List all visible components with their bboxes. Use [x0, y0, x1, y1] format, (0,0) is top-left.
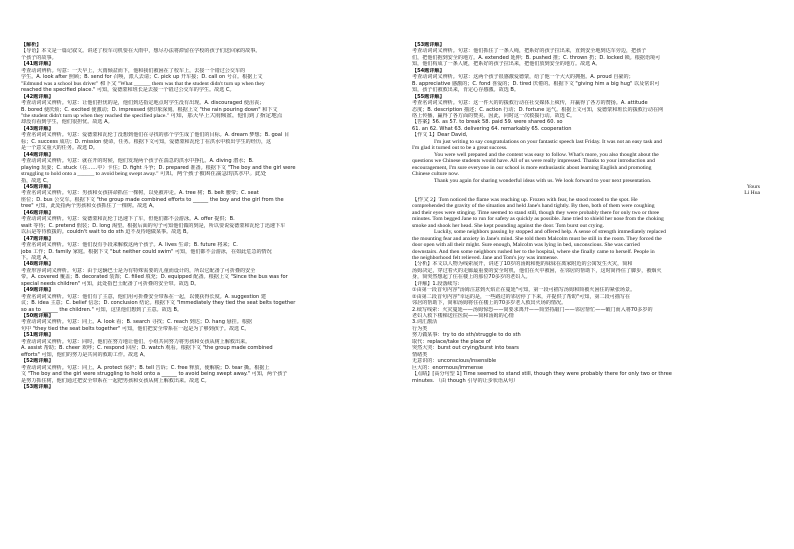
right-line: I'm just writing to say congratulations on your fantastic speech last Friday. It was not an easy task and: [434, 138, 662, 145]
right-line: Thank you again for sharing wonderful ideas with us. We look forward to your next presentation.: [434, 177, 652, 184]
left-line: playing 玩耍；C. stuck（在……中）卡住；D. fight 斗争；D. prepared 准备。根据下文 "The boy and the girl were: [21, 164, 296, 171]
left-line: 【导语】本文是一篇记叙文。讲述了校车司机要在大雨中，想尽办法将滞留在学校的孩子们送回家的故事。: [21, 48, 261, 55]
right-line: the mounting fear and anxiety in Jane's mind. She told them Malcolm must be still in the room. They forced the: [412, 235, 662, 242]
right-line: 身，简突然想起了住在楼上的那位70多岁的老妇人。: [412, 274, 531, 281]
right-line: 【作文 1】Dear David,: [412, 132, 468, 139]
right-line: ②由第二段首句内容"幸运的是，一些路过的邻居停了下来，并提供了帮助"可知，第二段可描写在: [412, 293, 631, 300]
right-line: 努力做某事：try to do sth/struggle to do sth: [412, 332, 521, 339]
left-line: 以后是等待救援的。couldn't wait to do sth 迫不及待地做某事。故选 B。: [21, 229, 192, 236]
left-line: efforts" 可知，他们的努力是共同的救助工作。故选 A。: [21, 351, 149, 358]
left-line: struggling to hold onto a ______ to avoid being swept away." 可知，两个孩子被困在湍急的洪水中。此处: [21, 171, 267, 178]
right-line: 突然大哭：burst out crying/burst into tears: [412, 345, 519, 352]
right-line: 61. an 62. What 63. delivering 64. remarkably 65. cooperation: [412, 125, 572, 132]
left-line: 个孩子的故事。: [21, 54, 57, 61]
right-line: 邻居的帮助下，简和汤姆将住在楼上的70多岁老人救出火场的情况。: [412, 300, 567, 307]
right-line: 【详解】1.段落续写:: [412, 280, 460, 287]
left-line: 指，故选 C。: [21, 177, 52, 184]
right-line: comprehended the gravity of the situation and held Jane's hand tightly. By then, both of them were coughing: [412, 203, 655, 210]
left-line: 【51题详解】: [21, 332, 54, 339]
left-line: 却没有看到学生，他们很担忧。故选 A。: [21, 119, 113, 126]
left-line: 【41题详解】: [21, 61, 54, 68]
right-line: 【作文 2】Tom noticed the flame was reaching up. Frozen with fear, he stood rooted to the spot. He: [412, 196, 638, 203]
right-line: 考查名词词义辨析。句意：这一件大的的援救行动在社交媒体上疯传，并赢得了各方的赞扬。A. attitude: [412, 100, 648, 107]
left-line: 座位；D. bus 公交车。根据下文 "the group made combined efforts to ______ the boy and the girl from the: [21, 196, 284, 203]
left-line: 带。A. covered 覆盖；B. decorated 装饰；C. filled 填充；D. equipped 配备。根据上文 "Since the bus was for: [21, 274, 288, 281]
right-line: 3.词汇激活: [412, 319, 438, 326]
right-column: [412, 42, 784, 384]
left-line: 【49题详解】: [21, 287, 54, 294]
left-line: 句中 "they tied the seat belts together" 可知，他们把安全带系在一起是为了够到孩子。故选 C。: [21, 325, 250, 332]
right-line: downstairs. And then some neighbors rushed her to the hospital, where she finally came to herself. People in: [412, 248, 655, 255]
right-line: 【54题详解】: [412, 67, 445, 74]
left-line: 【52题详解】: [21, 358, 54, 365]
left-column: [21, 42, 399, 390]
left-line: jobs 工作；D. family 家庭。根据下文 "but neither could swim" 可知，他们都不会游泳，在如此危急的情况: [21, 248, 272, 255]
left-line: 文 "The boy and the girl were struggling to hold onto a ______ to avoid being swept away." 可知，两个孩子: [21, 371, 288, 378]
left-line: 【解析】: [21, 42, 42, 48]
left-line: 考查动词词义辨析。句意：同时，他们在努力地让他们，小组共同努力将男孩和女孩从树上解救出来。: [21, 338, 251, 345]
left-line: special needs children" 可知，此处指巴士配备了可折叠的安全带。故选 D。: [21, 280, 200, 287]
left-line: A. assist 帮助；B. cheer 欢呼；C. respond 回应；D. watch 观看。根据下文 "the group made combined: [21, 345, 273, 352]
right-line: door open with all their might. Sure enough, Malcolm was lying in bed, unconscious. She was carried: [412, 242, 640, 249]
right-line: ①由第一段首句内容"汤姆注意到火焰正在蔓延"可知，第一段可描写汤姆和简被火困住的紧张场景。: [412, 287, 636, 294]
left-line: 考查名词词义辨析。句意：爱德蒙和瓦伦丁没想到他们在寻找的那个学生成了他们的目标。A. dream 梦想；B. goal 目: [21, 132, 290, 139]
right-line: minutes. Tom begged Jane to run for safety as quickly as possible. Jane tried to shield her nose from the choking: [412, 216, 664, 223]
right-line: 【点睛】[高分句型 1] Time seemed to stand still, though they were probably there for only two or three: [412, 371, 672, 378]
right-line: Luckily, some neighbors passing by stopped and offered help. A sense of strength immediately replaced: [434, 229, 666, 236]
left-line: 考查名词词义辨析。句意：他们有了主意，他们用可折叠安全带系在一起，以便获得长度。A. suggestion 建: [21, 293, 266, 300]
left-line: 考查动词词义辨析。句意：同上。A. look 看；B. search 寻找；C. reach 到达；D. hang 悬挂。根据: [21, 319, 253, 326]
right-line: 汤姆决定，穿过着火的走廊最重要的安全时机，他们在火中被困，在邻居的帮助下，这时简得住了脚步，被烟火: [412, 267, 662, 274]
left-line: 下。故选 A。: [21, 254, 52, 261]
right-line: the neighborhood felt relieved. Jane and Tom's joy was immense.: [412, 254, 559, 261]
left-line: "Edmund was a school bus driver" 和下文 "What ______ them was that the student didn't turn up when they: [21, 80, 265, 87]
left-line: 【47题详解】: [21, 235, 54, 242]
left-line: B. bored 使厌烦；C. excited 使激动；D. impressed 使印象深刻。根据上文 "the rain pouring down" 和下文: [21, 106, 278, 113]
left-line: "the student didn't turn up when they reached the specified place." 可知，那天早上大雨倾盆，他们到了指定地点: [21, 112, 283, 119]
left-line: so as to ______ the children." 可知，这里他们想到了主意。故选 B。: [21, 306, 183, 313]
right-line: 考查动词词义辨析。句意：他们抓住了一条人绳，把系好的孩子拉出来，直到安全地到达车旁边，把孩子: [412, 48, 647, 55]
left-line: 考查动词词义辨析。句意：同上。A. protect 保护；B. tell 告诉；C. free 释放，使解脱；D. tear 撕。根据上: [21, 364, 270, 371]
right-line: 取代：replace/take the place of: [412, 338, 491, 345]
right-line: Chinese culture now.: [412, 171, 460, 178]
right-line: 巨大的：enormous/immense: [412, 364, 484, 371]
right-line: 们，把他们抱到安全的地方。A. extended 延伸；B. pushed 推；C. thrown 扔；D. locked 锁。根据语境可: [412, 54, 661, 61]
left-line: 是一个意义重大的任务。故选 D。: [21, 145, 98, 152]
left-line: 【42题详解】: [21, 93, 54, 100]
right-line: Li Hua: [744, 190, 760, 197]
right-line: 行为类: [412, 325, 428, 332]
right-line: minutes. （由 though 引导的让步状语从句）: [412, 377, 519, 384]
left-line: 考查名词词义辨析。句意：男孩和女孩拼命抓住一棵树，以免被冲走。A. tree 树；B. belt 腰带；C. seat: [21, 190, 259, 197]
right-line: 考查动词词义辨析。句意：这两个孩子很感激爱德蒙，给了他一个大大的拥抱。A. proud 自豪的；: [412, 74, 634, 81]
right-line: 情绪类: [412, 351, 428, 358]
left-line: 考查名词词义辨析。句意：他们没有手段来解救这两个孩子。A. lives 生命；B. future 将来；C.: [21, 242, 238, 249]
right-line: and their eyes were stinging. Time seemed to stand still, though they were probably there for only two or three: [412, 209, 660, 216]
right-line: 2.续写线索：火灾蔓延——汤姆惊恐——简要求离开——简坚持敲门——邻居帮忙——破门而入将70多岁的: [412, 306, 653, 313]
right-line: I'm glad it turned out to be a great success.: [412, 145, 508, 152]
left-line: 考查动词词义辨析。句意：让他们担忧的是，他们到达指定地点时学生没有出现。A. discouraged 使沮丧；: [21, 100, 265, 107]
left-line: 学生。A. look after 照顾；B. send for 召唤，派人去请；C. pick up 开车接；D. call on 号召。根据上文: [21, 74, 263, 81]
right-line: 【55题详解】: [412, 93, 445, 100]
right-line: 老妇人救下楼梯送往医院——简和汤姆的心情: [412, 313, 514, 320]
left-line: 考查动词词义辨析。句意：爱德蒙和瓦伦丁迅速下了车，但他们都不会游泳。A. offer 提供；B.: [21, 216, 235, 223]
right-line: smoke and shook her head. She kept pounding against the door. Tom burst out crying.: [412, 222, 604, 229]
left-line: 考查动词辨析。句意：一天早上，大雨倾盆而下，他和我们被困在了校车上，去接一个错过公交车的: [21, 67, 246, 74]
left-line: 【43题详解】: [21, 125, 54, 132]
right-line: 络上传播，赢得了各方面的赞美。因此，同时这一次救援行动。故选 C。: [412, 112, 576, 119]
left-line: reached the specified place." 可知，爱德蒙和班长是去接一个错过公交车的学生。故选 C。: [21, 87, 235, 94]
right-line: 态度；B. description 描述；C. action 行动；D. fortune 运气。根据上文可知，爱德蒙和班长的援救行动在网: [412, 106, 664, 113]
left-line: 标；C. success 成功；D. mission 使命，任务。根据下文可知，爱德蒙和瓦伦丁在洪水中救出学生的经历，这: [21, 138, 272, 145]
left-line: wait 等待；C. pretend 假装；D. long 渴望。根据后面的句子可知他们做的到是，所以要说爱德蒙和瓦伦丁迅速下车: [21, 222, 286, 229]
right-line: You were well prepared and the content was easy to follow. What's more, you also thought about the: [434, 151, 659, 158]
left-line: 是努力抓住树，他们通过把安全带系在一起把男孩和女孩从树上解救出来。故选 C。: [21, 377, 210, 384]
right-line: 【分析】本文以人物为线索展开，讲述了10岁的汤姆和他的妹妹在离家附近的公寓发生火灾，简和: [412, 261, 633, 268]
left-line: tree" 可知，此处指两个男孩和女孩抓住了一棵树。故选 A。: [21, 203, 158, 210]
right-line: questions we Chinese students would have. All of us were really impressed. Thanks to your introduction and: [412, 158, 655, 165]
left-line: 【46题详解】: [21, 209, 54, 216]
right-line: 【答案】56. as 57. to break 58. paid 59. were shared 60. so: [412, 119, 563, 126]
right-line: encouragement, I'm sure everyone in our school is more enthusiastic about learning English and promoting: [412, 164, 652, 171]
right-line: B. appreciative 感激的；C. fond 喜爱的；D. tired 厌倦的。根据下文 "giving him a big hug" 以及常识可: [412, 80, 660, 87]
right-line: 【53题详解】: [412, 42, 445, 48]
left-line: 【50题详解】: [21, 313, 54, 320]
left-line: 【44题详解】: [21, 151, 54, 158]
left-line: 【45题详解】: [21, 183, 54, 190]
right-line: 无意识的：unconscious/insensible: [412, 358, 497, 365]
right-line: 知，孩子们被救出来，肯定心存感激。故选 B。: [412, 87, 519, 94]
left-line: 考查动词词义辨析。句意：就在开的时候，他们发现两个孩子在湍急的洪水中挣扎。A. diving 潜水；B.: [21, 158, 254, 165]
right-line: 知，他们构成了一条人链，把系好的孩子拉出来，把他们放到安全的地方。故选 A。: [412, 61, 601, 68]
left-line: 【48题详解】: [21, 261, 54, 268]
left-line: 议；B. idea 主意；C. belief 信念；D. conclusion 结论。根据下文 "Immediately they tied the seat belts together: [21, 300, 296, 307]
right-line: Yours: [746, 183, 760, 190]
left-line: 考查形容词词义辨析。句意：由于这辆巴士是为有特殊需要的儿童而设计的，所以它配备了可折叠的安全: [21, 267, 256, 274]
left-line: 【53题详解】: [21, 384, 54, 391]
